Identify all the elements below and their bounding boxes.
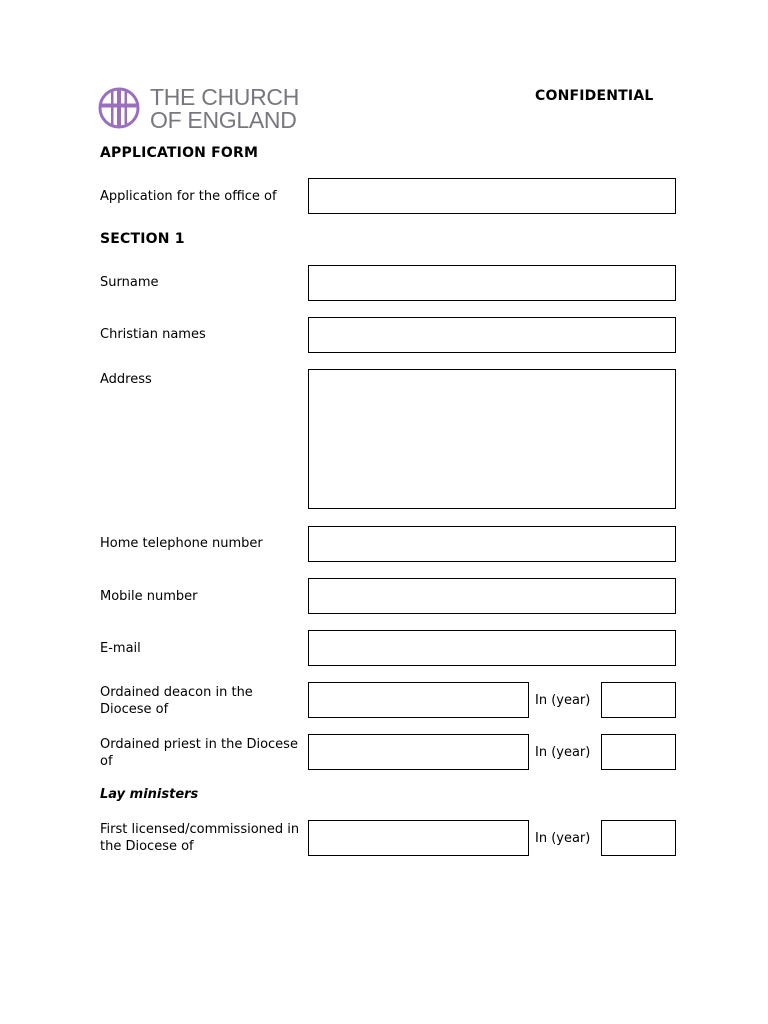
- address-field[interactable]: [308, 369, 676, 509]
- form-title: APPLICATION FORM: [100, 145, 259, 161]
- home-phone-label: Home telephone number: [100, 536, 263, 551]
- priest-diocese-field[interactable]: [308, 734, 529, 770]
- office-field[interactable]: [308, 178, 676, 214]
- priest-diocese-label: Ordained priest in the Diocese of: [100, 737, 298, 769]
- deacon-year-label: In (year): [535, 693, 591, 708]
- first-licensed-label: First licensed/commissioned in the Diocese of: [100, 822, 300, 854]
- christian-names-field[interactable]: [308, 317, 676, 353]
- deacon-year-field[interactable]: [601, 682, 676, 718]
- section-title: SECTION 1: [100, 231, 185, 247]
- mobile-label: Mobile number: [100, 589, 198, 604]
- mobile-field[interactable]: [308, 578, 676, 614]
- first-licensed-year-label: In (year): [535, 831, 591, 846]
- priest-year-label: In (year): [535, 745, 591, 760]
- deacon-diocese-label: Ordained deacon in the Diocese of: [100, 685, 253, 717]
- logo-line-1: THE CHURCH: [150, 84, 300, 110]
- confidential-label: CONFIDENTIAL: [535, 88, 654, 104]
- christian-names-label: Christian names: [100, 327, 206, 342]
- priest-year-field[interactable]: [601, 734, 676, 770]
- email-field[interactable]: [308, 630, 676, 666]
- home-phone-field[interactable]: [308, 526, 676, 562]
- address-label: Address: [100, 372, 152, 387]
- email-label: E-mail: [100, 641, 141, 656]
- office-label: Application for the office of: [100, 189, 277, 204]
- surname-label: Surname: [100, 275, 159, 290]
- deacon-diocese-field[interactable]: [308, 682, 529, 718]
- first-licensed-diocese-field[interactable]: [308, 820, 529, 856]
- church-of-england-logo-icon: [98, 87, 142, 131]
- lay-ministers-heading: Lay ministers: [100, 787, 199, 802]
- surname-field[interactable]: [308, 265, 676, 301]
- first-licensed-year-field[interactable]: [601, 820, 676, 856]
- logo-line-2: OF ENGLAND: [150, 107, 297, 133]
